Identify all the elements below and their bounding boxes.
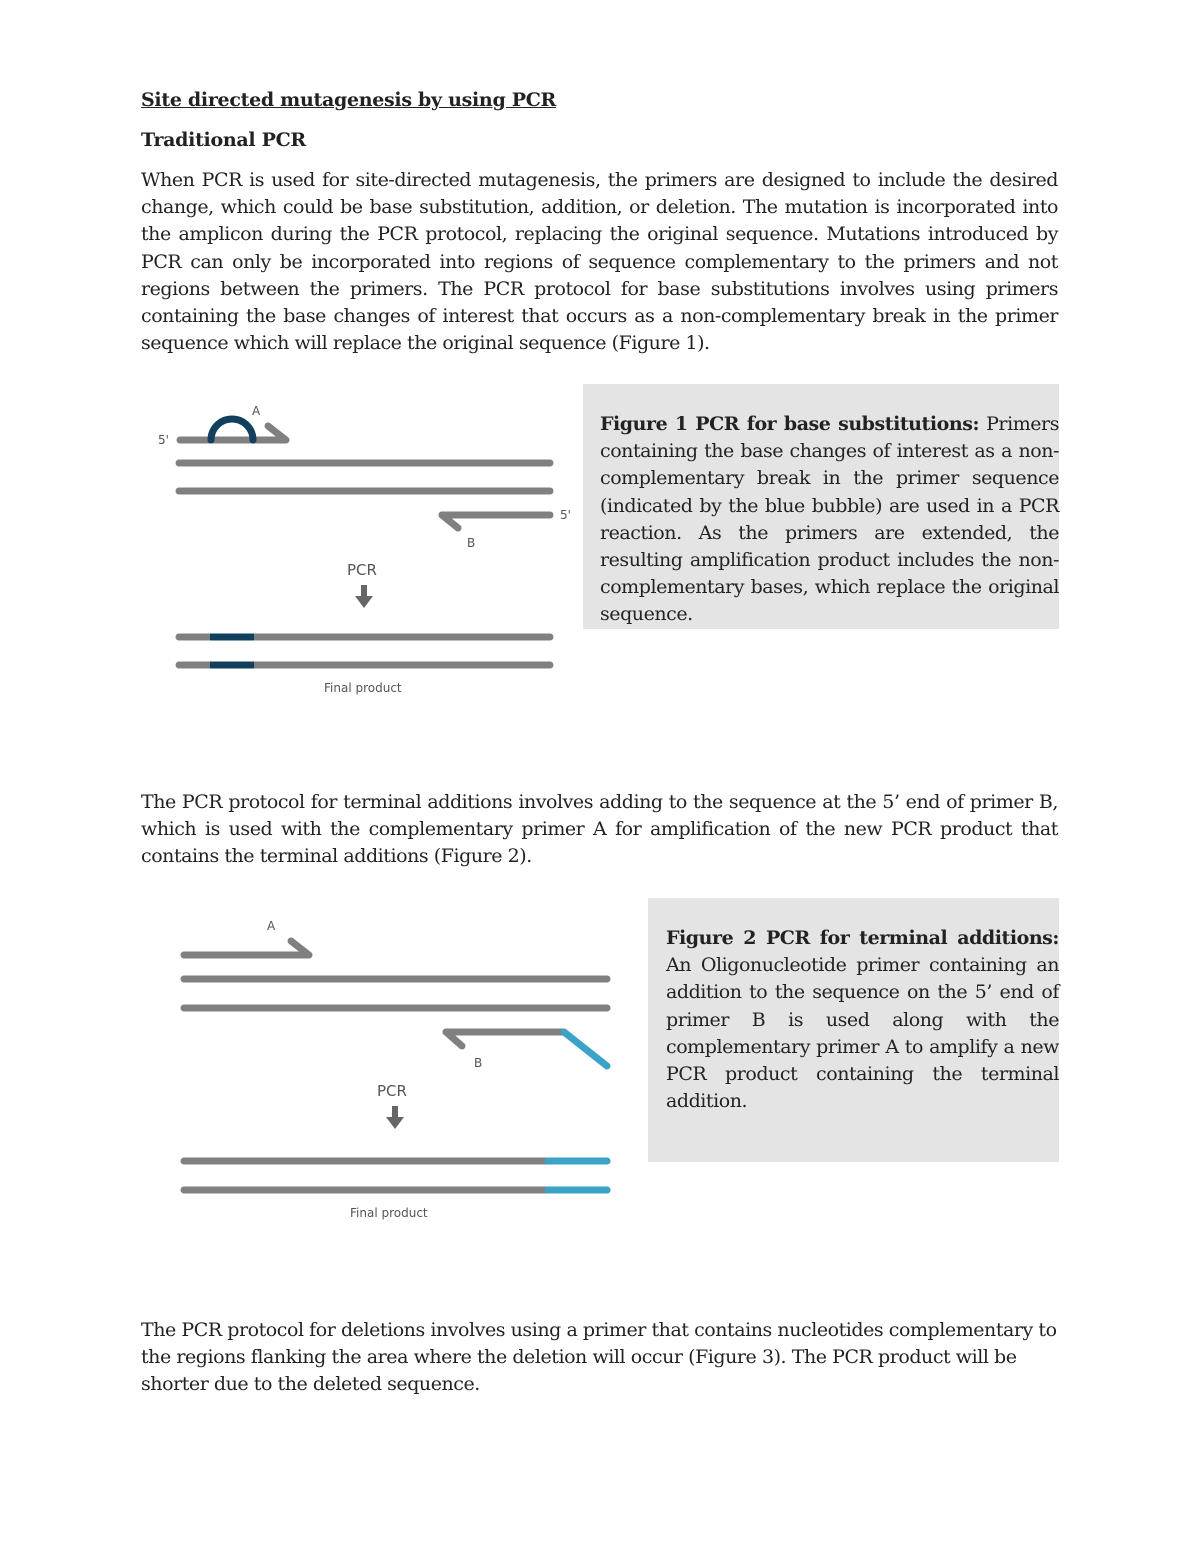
figure2-caption-text: An Oligonucleotide primer containing an addition to the sequence on the 5’ end of primer B is used along with the complementary primer A to amplify a new PCR product containing the terminal addition. [666,954,1059,1113]
label-final-product: Final product [350,1206,428,1220]
pcr-arrow-head [355,596,373,608]
figure1-caption-title: Figure 1 PCR for base substitutions: [600,413,980,435]
label-final-product: Final product [324,681,402,695]
figure1-caption [583,384,1059,629]
paragraph-deletions: The PCR protocol for deletions involves using a primer that contains nucleotides complementary to the regions flanking the area where the deletion will occur (Figure 3). The PCR product will be shorter due to the deleted sequence. [141,1319,1057,1396]
label-primer-b: B [474,1056,483,1070]
label-primer-a: A [267,919,276,933]
figure1-caption-text: Primers containing the base changes of interest as a non-complementary break in the primer sequence (indicated by the blue bubble) are used in a PCR reaction. As the primers are extended, the resulting amplification product includes the non-complementary bases, which replace the original sequence. [600,413,1059,626]
label-pcr: PCR [377,1082,407,1100]
pcr-arrow-shaft [361,585,367,597]
figure2-caption-title: Figure 2 PCR for terminal additions: [666,927,1059,949]
paragraph-terminal-additions: The PCR protocol for terminal additions involves adding to the sequence at the 5’ end of primer B, which is used with the complementary primer A for amplification of the new PCR product that contains the terminal additions (Figure 2). [141,791,1058,868]
label-5prime-left: 5' [158,433,169,447]
figure2-diagram [170,910,620,1230]
figure2-caption [648,898,1059,1162]
page-title: Site directed mutagenesis by using PCR [141,89,557,111]
label-primer-a: A [252,404,261,418]
pcr-arrow-shaft [392,1106,398,1118]
label-pcr: PCR [347,561,377,579]
label-5prime-right: 5' [560,508,571,522]
figure1-diagram [150,395,580,705]
paragraph-intro: When PCR is used for site-directed mutagenesis, the primers are designed to include the desired change, which could be base substitution, addition, or deletion. The mutation is incorporated into the amplicon during the PCR protocol, replacing the original sequence. Mutations introduced by PCR can only be incorporated into regions of sequence complementary to the primers and not regions between the primers. The PCR protocol for base substitutions involves using primers containing the base changes of interest that occurs as a non-complementary break in the primer sequence which will replace the original sequence (Figure 1). [141,169,1058,355]
pcr-arrow-head [386,1117,404,1129]
terminal-addition-tail [564,1032,607,1066]
label-primer-b: B [467,536,476,550]
section-heading: Traditional PCR [141,129,306,151]
